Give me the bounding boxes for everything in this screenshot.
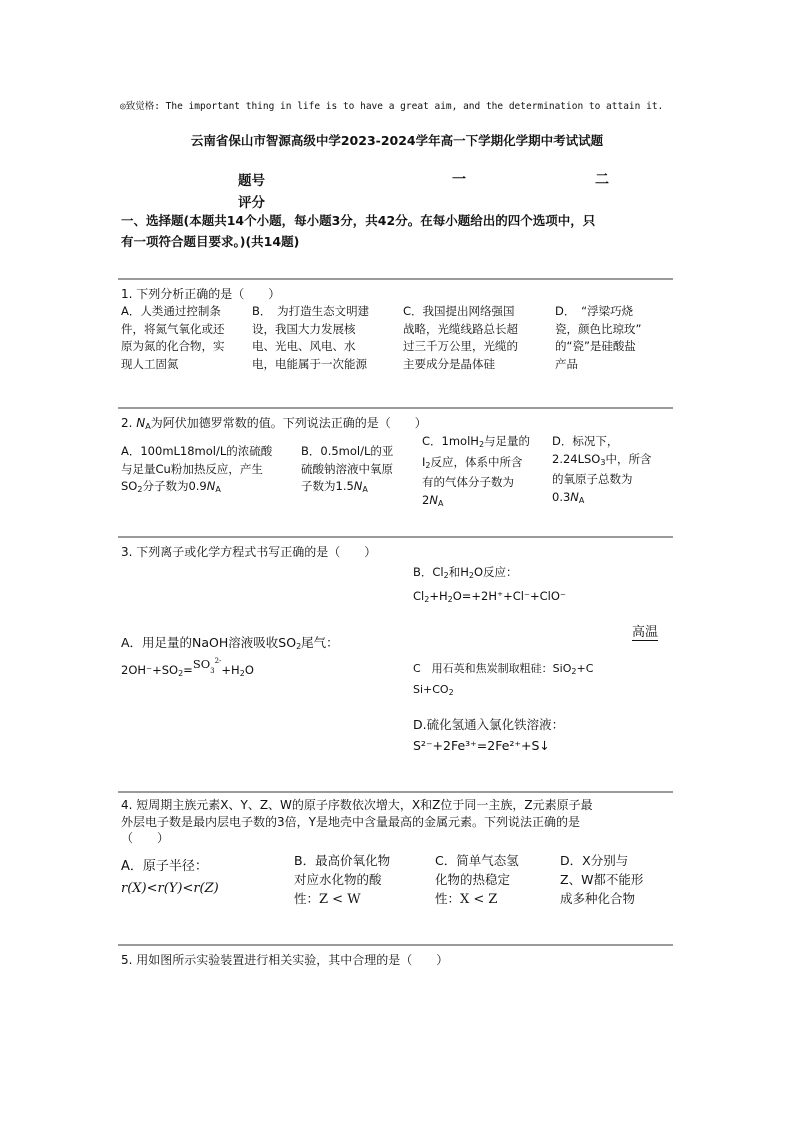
section-line: 有一项符合题目要求。)(共14题): [121, 234, 300, 249]
option-line: 硫酸钠溶液中氧原: [301, 461, 393, 476]
stem-line: 外层电子数是最内层电子数的3倍，Y是地壳中含量最高的金属元素。下列说法正确的是: [121, 814, 580, 829]
option-text: 2.24LSO: [552, 451, 601, 466]
stem-line: 4. 短周期主族元素X、Y、Z、W的原子序数依次增大，X和Z位于同一主族，Z元素原子最: [121, 798, 593, 812]
option-line: 的“瓷”是硅酸盐: [555, 339, 636, 353]
option-text: 和H: [448, 565, 469, 579]
option-line: 件，将氮气氧化或还: [121, 321, 225, 336]
option-a: [121, 858, 219, 897]
option-d: [552, 433, 677, 509]
option-text: 反应，体系中所含: [430, 454, 523, 469]
option-b: [252, 303, 402, 373]
option-text: 2OH⁻+SO: [121, 663, 179, 677]
option-line: B．最高价氧化物: [294, 853, 391, 868]
option-line: Z、W都不能形: [560, 872, 644, 887]
page-title: 云南省保山市智源高级中学2023-2024学年高一下学期化学期中考试试题: [190, 133, 604, 148]
divider: [118, 536, 673, 538]
option-line: 战略，光缆线路总长超: [403, 321, 518, 336]
option-text: 尾气：: [301, 635, 339, 650]
option-a: [121, 303, 251, 373]
option-line: 成多种化合物: [560, 891, 636, 906]
section-line: 一、选择题(本题共14个小题，每小题3分，共42分。在每小题给出的四个选项中，只: [121, 213, 596, 228]
option-line: $2.24LSO_3$中，所含: [552, 451, 652, 467]
option-text: C．1molH: [422, 434, 479, 448]
option-line: [435, 889, 555, 909]
option-line: [294, 889, 424, 909]
option-text: B．Cl: [413, 565, 444, 579]
option-line: B．$Cl_2$和$H_2O$反应：: [413, 565, 518, 580]
option-math: r(X)<r(Y)<r(Z): [121, 880, 219, 896]
option-line: 子数为$1.5N_A$: [301, 479, 368, 494]
question-stem: 5. 用如图所示实验装置进行相关实验，其中合理的是（ ）: [121, 953, 449, 967]
option-text: 分子数为0.9: [142, 479, 207, 493]
option-text: =: [183, 663, 193, 677]
option-line: 瓷，颜色比琼玫”: [555, 321, 642, 336]
option-text: 0.3: [552, 489, 571, 504]
option-text: 性：: [435, 891, 461, 906]
option-line: 电，电能属于一次能源: [252, 356, 367, 371]
option-line: A．原子半径：: [121, 859, 208, 874]
option-line: 电、光电、风电、水: [252, 339, 356, 353]
motto: ◎致觉格: The important thing in life is to have a great aim, and the determination to attain it.: [120, 101, 664, 112]
option-line: $Si+CO_2$: [413, 682, 454, 697]
option-line: 有的气体分子数为: [422, 475, 514, 489]
option-line: $I_2$反应，体系中所含: [422, 454, 523, 470]
option-a-label: A．用足量的NaOH溶液吸收$SO_2$尾气：: [121, 635, 339, 651]
option-text: A．用足量的NaOH溶液吸收SO: [121, 635, 297, 650]
option-line: A．100mL18mol/L的浓硫酸: [121, 444, 273, 458]
option-line: 设，我国大力发展核: [252, 321, 356, 336]
option-a: [121, 443, 301, 499]
option-line: C．我国提出网络强国: [403, 304, 515, 318]
option-c: [435, 851, 555, 909]
option-line: $0.3N_A$: [552, 489, 585, 505]
option-line: 产品: [555, 356, 578, 371]
reaction-condition: 高温: [632, 625, 659, 640]
section-heading: [121, 210, 681, 252]
option-text: 与足量的: [484, 434, 531, 448]
option-line: D．X分别与: [560, 853, 629, 868]
option-a-equation: $2OH^-+SO_2=SO_3^{2-}+H_2O$: [121, 657, 254, 678]
option-text: 性：: [294, 891, 320, 906]
option-line: B． 为打造生态文明建: [252, 304, 370, 318]
option-line: $2N_A$: [422, 492, 444, 508]
divider: [118, 791, 673, 793]
stem-line: （ ）: [121, 831, 170, 845]
option-b: [301, 443, 421, 499]
option-line: D． “浮梁巧烧: [555, 304, 634, 318]
option-c: [403, 303, 553, 373]
option-text: C 用石英和焦炭制取粗硅：SiO: [413, 662, 572, 675]
divider: [118, 944, 673, 946]
question-stem: [121, 797, 681, 847]
option-line: D．标况下，: [552, 434, 619, 448]
option-line: 对应水化物的酸: [294, 872, 382, 887]
option-line: D.硫化氢通入氯化铁溶液：: [413, 717, 565, 732]
option-text: 中，所含: [605, 451, 652, 466]
question-stem-text: 为阿伏加德罗常数的值。下列说法正确的是（ ）: [150, 416, 427, 430]
option-line: 与足量Cu粉加热反应，产生: [121, 461, 263, 476]
question-stem: 1. 下列分析正确的是（ ）: [121, 287, 281, 301]
option-c: [422, 433, 552, 512]
option-c: [413, 660, 593, 701]
option-line: C 用石英和焦炭制取粗硅：SiO$_2$+C: [413, 662, 594, 676]
option-b: [294, 851, 424, 909]
option-line: 原为氮的化合物，实: [121, 339, 225, 353]
option-line: A．人类通过控制条: [121, 304, 221, 318]
option-line: S²⁻+2Fe³⁺=2Fe²⁺+S↓: [413, 737, 550, 753]
option-text: 2: [422, 492, 430, 507]
option-math: X < Z: [460, 892, 498, 907]
option-text: +C: [576, 662, 594, 675]
divider: [118, 278, 673, 280]
option-text: 子数为1.5: [301, 479, 354, 493]
option-text: O反应：: [473, 565, 518, 579]
option-line: 主要成分是晶体硅: [403, 356, 495, 371]
question-stem: 2. $N_A$为阿伏加德罗常数的值。下列说法正确的是（ ）: [121, 416, 427, 431]
option-line: B．0.5mol/L的亚: [301, 444, 394, 458]
score-table-col: 一: [452, 172, 466, 188]
sulfite-ion: $SO_3^{2-}$: [192, 657, 222, 675]
score-table-row-label: 题号: [238, 173, 265, 189]
option-line: 化物的热稳定: [435, 872, 511, 887]
option-d: [413, 716, 564, 754]
option-line: 过三千万公里，光缆的: [403, 339, 518, 353]
option-text: +H: [221, 663, 240, 677]
option-text: Si+CO: [413, 682, 449, 696]
question-stem: 3. 下列离子或化学方程式书写正确的是（ ）: [121, 545, 377, 559]
score-table-row-label: 评分: [238, 195, 265, 211]
option-d: [555, 303, 675, 373]
divider: [118, 407, 673, 409]
option-text: +2H⁺+Cl⁻+ClO⁻: [471, 588, 566, 603]
option-line: C．简单气态氢: [435, 853, 519, 868]
option-math: Z < W: [319, 892, 361, 907]
option-line: $SO_2$分子数为$0.9N_A$: [121, 479, 221, 494]
score-table-col: 二: [595, 172, 609, 188]
option-line: $Cl_2+H_2O=+2H^++Cl^-+ClO^-$: [413, 588, 566, 604]
option-b: [413, 564, 566, 608]
option-line: 现人工固氮: [121, 356, 179, 371]
option-line: C．1molH$_2$与足量的: [422, 434, 531, 449]
option-line: 的氧原子总数为: [552, 472, 633, 486]
option-d: [560, 851, 675, 908]
